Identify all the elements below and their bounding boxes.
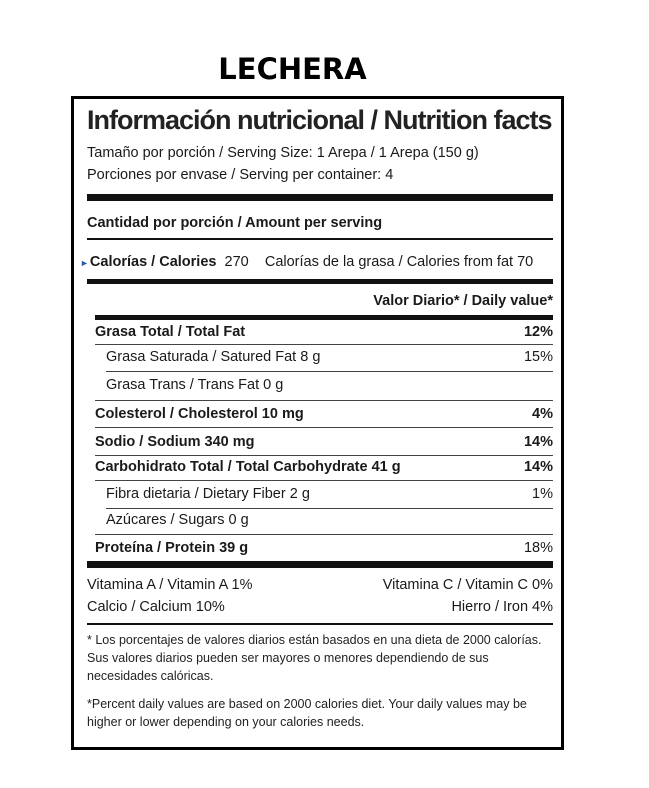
vitamins-row-1 xyxy=(87,577,553,593)
nutrient-row-dietary-fiber xyxy=(106,482,553,506)
servings-per-container: Porciones por envase / Serving per container: 4 xyxy=(87,167,394,183)
nutrient-value: 1% xyxy=(532,486,553,502)
serving-size: Tamaño por porción / Serving Size: 1 Arepa / 1 Arepa (150 g) xyxy=(87,145,479,161)
calories-row xyxy=(80,254,533,270)
nutrient-value: 4% xyxy=(532,406,553,422)
nutrient-row-carbohydrate xyxy=(95,455,553,479)
footnote-english: *Percent daily values are based on 2000 calories diet. Your daily values may be higher or lower depending on your calories needs. xyxy=(87,697,527,729)
nutrient-label: Carbohidrato Total / Total Carbohydrate 41 g xyxy=(95,459,401,475)
nutrient-value: 14% xyxy=(523,434,553,450)
row-separator xyxy=(95,400,553,401)
row-separator xyxy=(95,534,553,535)
nutrition-facts-panel xyxy=(71,96,564,750)
nutrient-label: Azúcares / Sugars 0 g xyxy=(106,512,249,528)
panel-title: Información nutricional / Nutrition facts xyxy=(87,105,552,135)
nutrient-label: Sodio / Sodium 340 mg xyxy=(95,434,255,450)
calcium: Calcio / Calcium 10% xyxy=(87,599,225,615)
nutrient-row-sugars xyxy=(106,508,553,532)
calories-from-fat: Calorías de la grasa / Calories from fat 70 xyxy=(264,254,534,270)
iron: Hierro / Iron 4% xyxy=(451,599,553,615)
nutrient-row-protein xyxy=(95,536,553,560)
thick-divider xyxy=(87,194,553,201)
row-separator xyxy=(106,371,553,372)
row-marker-icon: ► xyxy=(80,258,89,268)
vitamin-a: Vitamina A / Vitamin A 1% xyxy=(87,577,253,593)
nutrient-label: Grasa Trans / Trans Fat 0 g xyxy=(106,377,284,393)
row-separator xyxy=(95,427,553,428)
daily-value-header: Valor Diario* / Daily value* xyxy=(373,293,553,309)
nutrient-label: Grasa Saturada / Satured Fat 8 g xyxy=(106,349,321,365)
nutrient-row-total-fat xyxy=(95,320,553,344)
thick-divider xyxy=(87,279,553,284)
brand-title: LECHERA xyxy=(218,52,367,86)
vitamin-c: Vitamina C / Vitamin C 0% xyxy=(382,577,553,593)
calories-value: 270 xyxy=(224,254,249,270)
nutrient-row-sodium xyxy=(95,430,553,454)
calories-label: Calorías / Calories xyxy=(89,254,217,270)
nutrient-value: 12% xyxy=(523,324,553,340)
row-separator xyxy=(95,480,553,481)
nutrient-value: 15% xyxy=(523,349,553,365)
nutrient-label: Fibra dietaria / Dietary Fiber 2 g xyxy=(106,486,310,502)
nutrient-value: 18% xyxy=(523,540,553,556)
nutrient-row-cholesterol xyxy=(95,402,553,426)
nutrient-row-saturated-fat xyxy=(106,345,553,369)
amount-per-serving: Cantidad por porción / Amount per serving xyxy=(87,215,383,231)
nutrient-row-trans-fat xyxy=(106,373,553,397)
divider xyxy=(87,238,553,240)
nutrient-label: Proteína / Protein 39 g xyxy=(95,540,249,556)
nutrient-value: 14% xyxy=(523,459,553,475)
footnote-spanish: * Los porcentajes de valores diarios están basados en una dieta de 2000 calorías. Sus valores diarios pueden ser mayores o menores dependiendo de sus necesidades calóricas. xyxy=(87,633,542,683)
vitamins-row-2 xyxy=(87,599,553,615)
nutrient-label: Grasa Total / Total Fat xyxy=(95,324,246,340)
nutrient-label: Colesterol / Cholesterol 10 mg xyxy=(95,406,304,422)
thick-divider xyxy=(87,561,553,568)
divider xyxy=(87,623,553,625)
